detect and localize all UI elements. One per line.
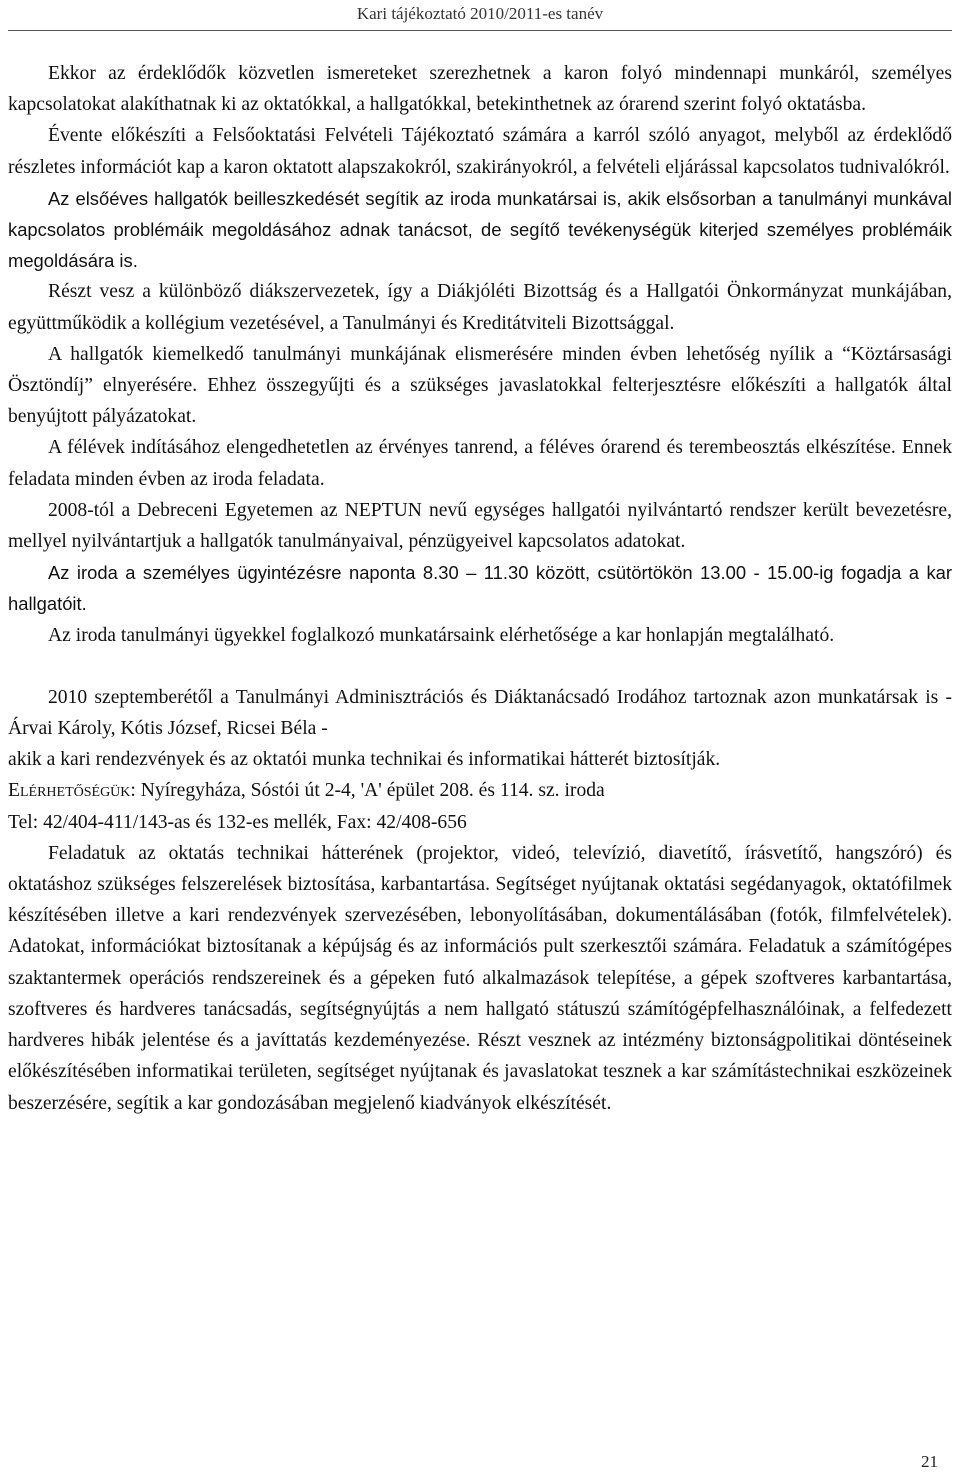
paragraph: Ekkor az érdeklődők közvetlen ismereteket szerezhetnek a karon folyó mindennapi munkáról, személyes kapcsolatokat alakíthatnak ki az oktatókkal, a hallgatókkal, betekinthetnek az órarend szerint folyó oktatásba.	[8, 63, 952, 116]
paragraph: Az iroda a személyes ügyintézésre naponta 8.30 – 11.30 között, csütörtökön 13.00 - 15.00-ig fogadja a kar hallgatóit.	[8, 562, 952, 615]
body-text	[8, 58, 952, 1119]
paragraph: A hallgatók kiemelkedő tanulmányi munkájának elismerésére minden évben lehetőség nyílik a “Köztársasági Ösztöndíj” elnyerésére. Ehhez összegyűjti és a szükséges javaslatokkal felterjesztésre előkészíti a hallgatók által benyújtott pályázatokat.	[8, 343, 952, 428]
page-number: 21	[921, 1452, 938, 1471]
contact-address	[8, 775, 952, 806]
paragraph: Feladatuk az oktatás technikai hátterének (projektor, videó, televízió, diavetítő, írásvetítő, hangszóró) és oktatáshoz szükséges felszerelések biztosítása, karbantartása. Segítséget nyújtanak oktatási segédanyagok, oktatófilmek készítésében illetve a kari rendezvények szervezésében, lebonyolításában, dokumentálásában (fotók, filmfelvételek). Adatokat, információkat biztosítanak a képújság és az információs pult szerkesztői számára. Feladatuk a számítógépes szaktantermek operációs rendszereinek és a gépeken futó alkalmazások telepítése, a gépek szoftveres karbantartása, szoftveres és hardveres tanácsadás, segítségnyújtás a nem hallgató státuszú számítógépfelhasználóinak, a felfedezett hardveres hibák jelentése és a javíttatás kezdeményezése. Részt vesznek az intézmény biztonságpolitikai döntéseinek előkészítésében informatikai területen, segítséget nyújtanak és javaslatokat tesznek a kar számítástechnikai eszközeinek beszerzésére, segítik a kar gondozásában megjelenő kiadványok elkészítését.	[8, 842, 952, 1114]
paragraph: 2008-tól a Debreceni Egyetemen az NEPTUN nevű egységes hallgatói nyilvántartó rendszer került bevezetésre, mellyel nyilvántartjuk a hallgatók tanulmányaival, pénzügyeivel kapcsolatos adatokat.	[8, 499, 952, 553]
contact-label: Elérhetőségük:	[8, 780, 136, 802]
paragraph: Az elsőéves hallgatók beilleszkedését segítik az iroda munkatársai is, akik elsősorban a tanulmányi munkával kapcsolatos problémáik megoldásához adnak tanácsot, de segítő tevékenységük kiterjed személyes problémáik megoldására is.	[8, 187, 952, 272]
paragraph: akik a kari rendezvények és az oktatói munka technikai és informatikai hátterét biztosítják.	[8, 749, 721, 771]
paragraph: Részt vesz a különböző diákszervezetek, így a Diákjóléti Bizottság és a Hallgatói Önkormányzat munkájában, együttműködik a kollégium vezetésével, a Tanulmányi és Kreditátviteli Bizottsággal.	[8, 281, 952, 334]
paragraph: A félévek indításához elengedhetetlen az érvényes tanrend, a féléves órarend és terembeosztás elkészítése. Ennek feladata minden évben az iroda feladata.	[8, 437, 952, 490]
running-header: Kari tájékoztató 2010/2011-es tanév	[356, 4, 604, 23]
paragraph: Évente előkészíti a Felsőoktatási Felvételi Tájékoztató számára a karról szóló anyagot, melyből az érdeklődő részletes információt kap a karon oktatott alapszakokról, szakirányokról, a felvételi eljárással kapcsolatos tudnivalókról.	[8, 125, 952, 178]
paragraph-gap	[8, 651, 952, 682]
header-divider	[8, 30, 952, 31]
contact-address-text: Nyíregyháza, Sóstói út 2-4, 'A' épület 208. és 114. sz. iroda	[135, 780, 605, 802]
paragraph: Az iroda tanulmányi ügyekkel foglalkozó munkatársaink elérhetősége a kar honlapján megtalálható.	[48, 624, 835, 646]
paragraph: 2010 szeptemberétől a Tanulmányi Adminisztrációs és Diáktanácsadó Irodához tartoznak azon munkatársak is - Árvai Károly, Kótis József, Ricsei Béla -	[8, 686, 952, 740]
contact-phone: Tel: 42/404-411/143-as és 132-es mellék, Fax: 42/408-656	[8, 811, 467, 833]
